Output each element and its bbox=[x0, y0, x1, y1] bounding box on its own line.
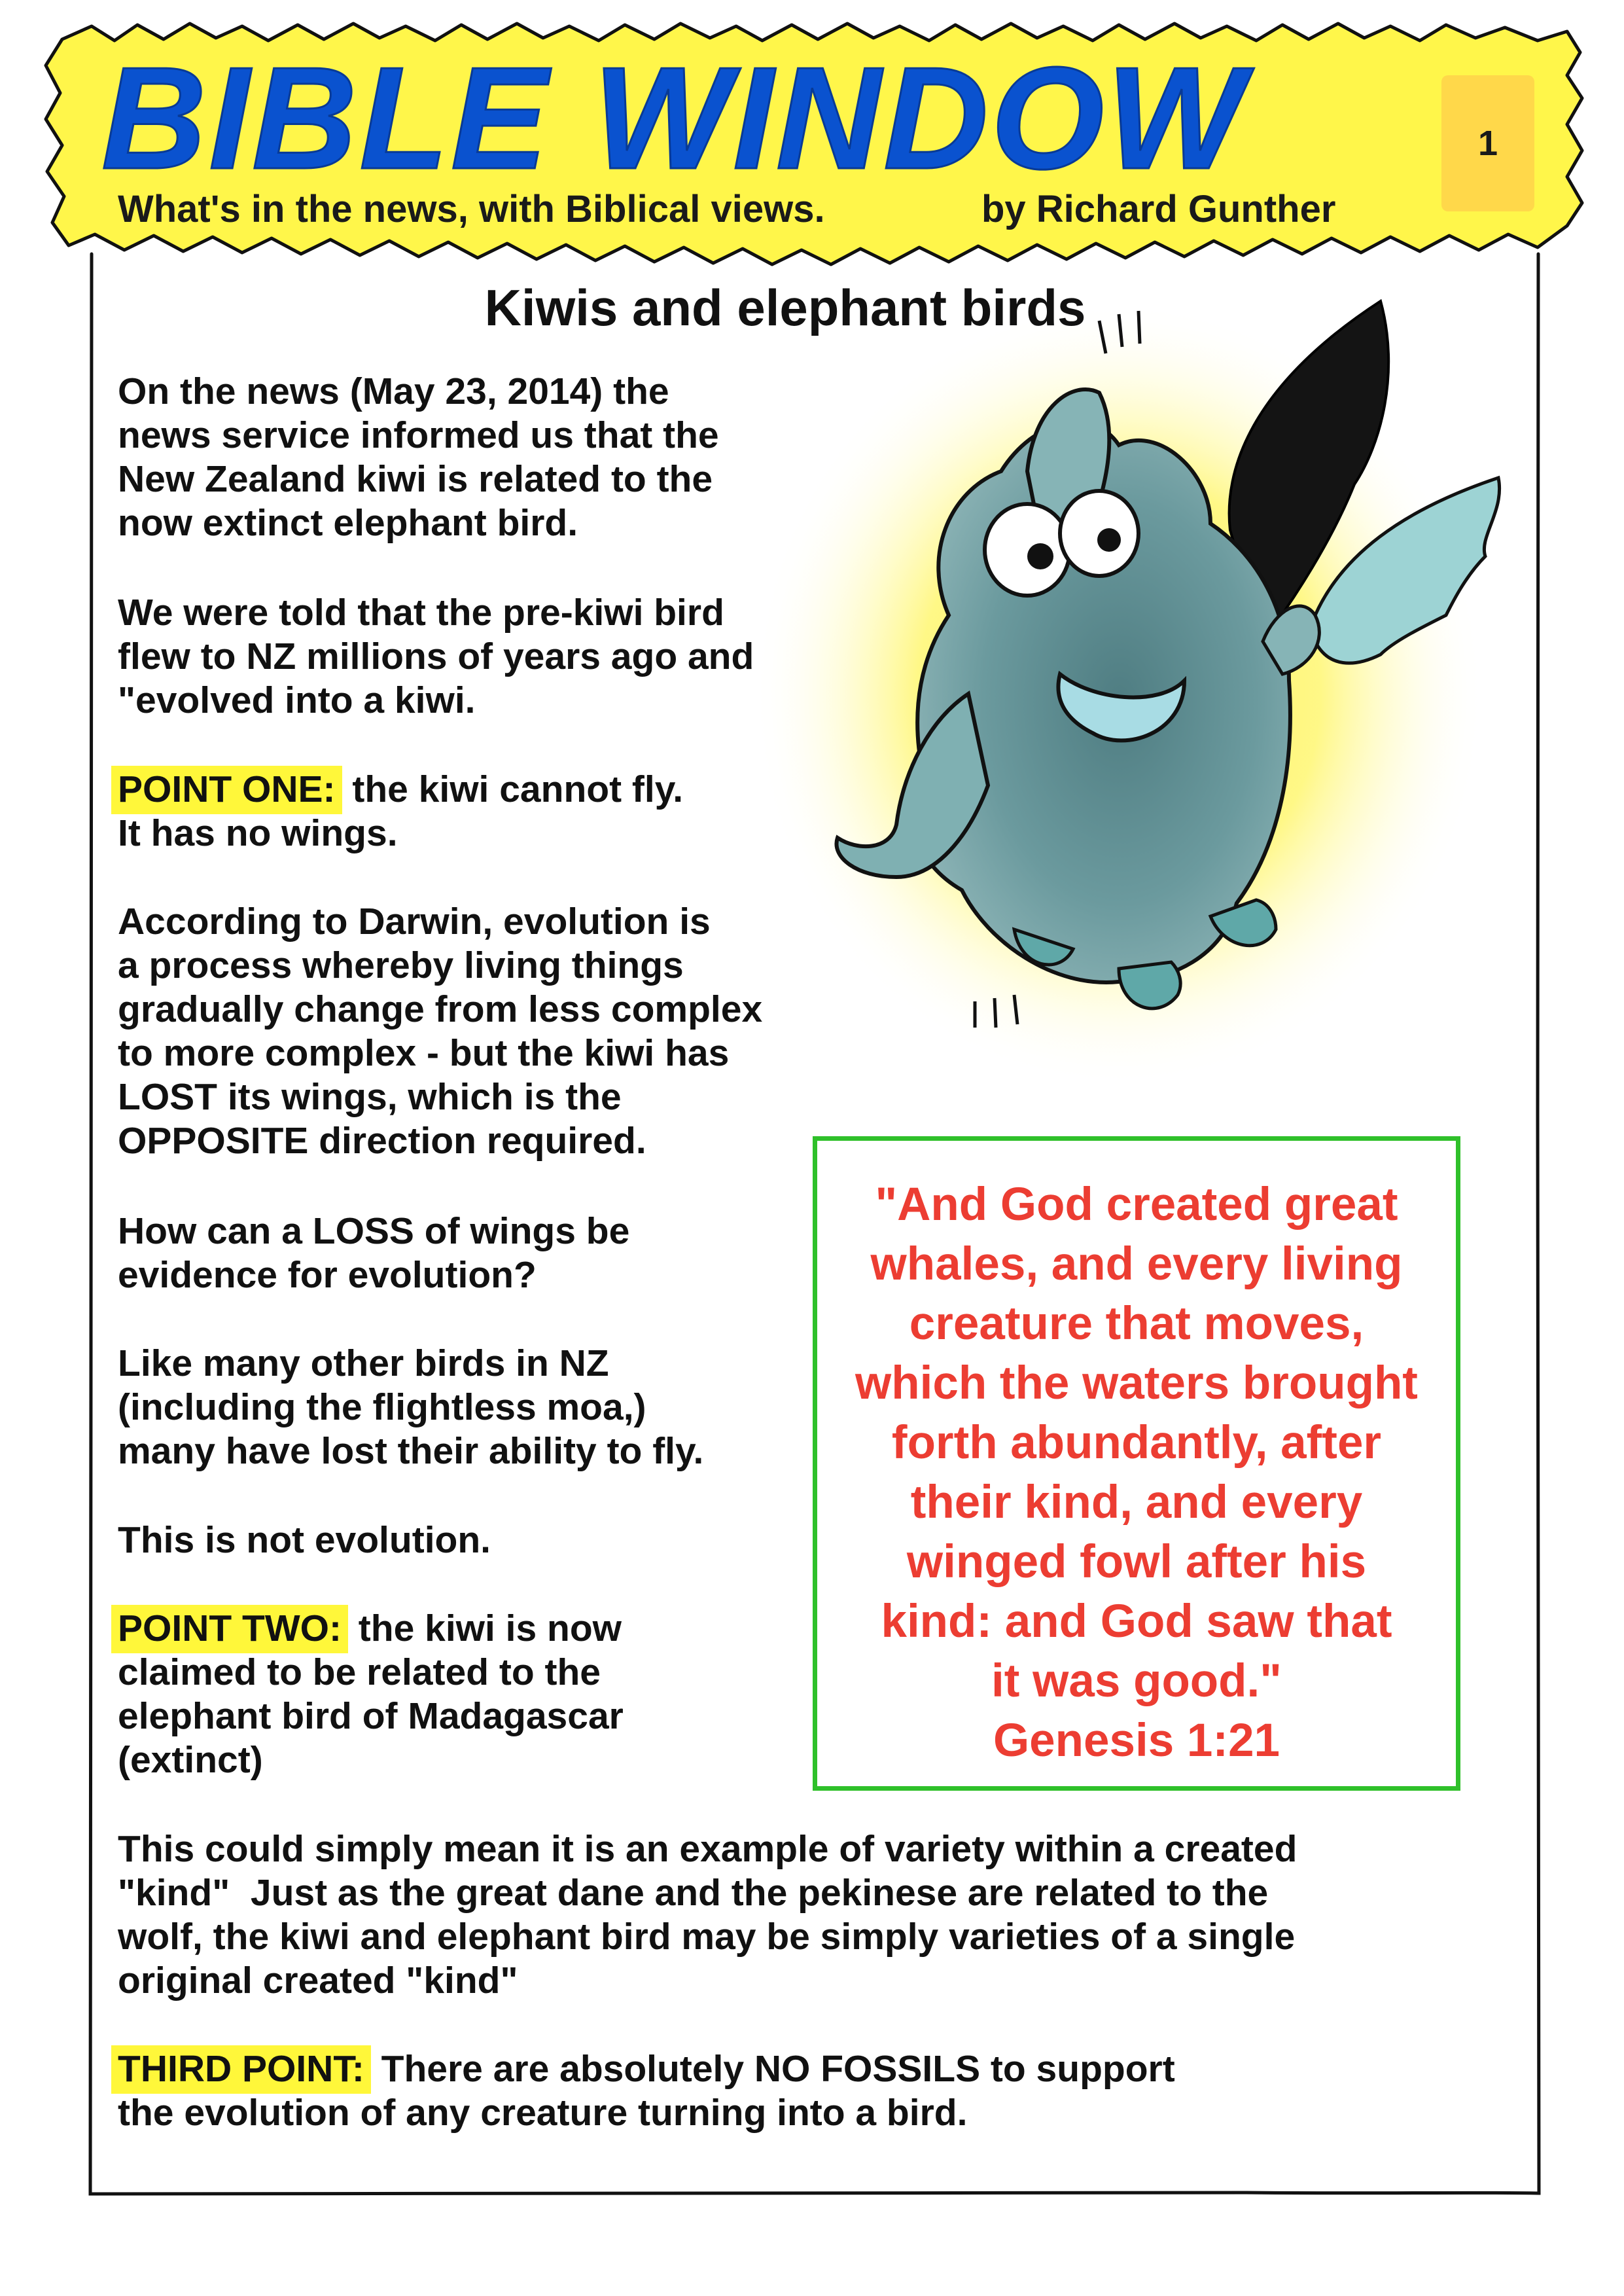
point-one-label: POINT ONE: bbox=[111, 766, 342, 814]
paragraph-variety: This could simply mean it is an example of variety within a created "kind" Just as the great dane and the pekinese are related to the wolf, the kiwi and elephant bird may be simply varieties of a single original created "kind" bbox=[118, 1828, 1297, 2001]
flying-elephant-bird-illustration bbox=[752, 275, 1538, 1113]
paragraph-not-evolution: This is not evolution. bbox=[118, 1519, 491, 1561]
paragraph-loss-question: How can a LOSS of wings be evidence for evolution? bbox=[118, 1210, 630, 1296]
banner-title: BIBLE WINDOW bbox=[101, 37, 1246, 200]
point-two-text: the kiwi is now bbox=[347, 1607, 622, 1649]
article-title bbox=[0, 278, 1570, 338]
scripture-reference: Genesis 1:21 bbox=[993, 1715, 1280, 1767]
scripture-quote-text: "And God created great whales, and every living creature that moves, which the waters brought forth abundantly, after their kind, and every winged fowl after his kind: and God saw that it was good." bbox=[855, 1179, 1418, 1707]
paragraph-nz-birds: Like many other birds in NZ (including the flightless moa,) many have lost their ability to fly. bbox=[118, 1342, 704, 1472]
banner-subtitle: What's in the news, with Biblical views. bbox=[118, 188, 825, 230]
paragraph-intro: On the news (May 23, 2014) the news service informed us that the New Zealand kiwi is related to the now extinct elephant bird. bbox=[118, 370, 719, 544]
page-number: 1 bbox=[1477, 124, 1498, 163]
point-one bbox=[118, 768, 683, 812]
third-point-continuation: the evolution of any creature turning into a bird. bbox=[118, 2092, 968, 2134]
article-title-text: Kiwis and elephant birds bbox=[484, 279, 1086, 336]
paragraph-told: We were told that the pre-kiwi bird flew to NZ millions of years ago and "evolved into a kiwi. bbox=[118, 592, 754, 721]
point-two-continuation: claimed to be related to the elephant bird of Madagascar (extinct) bbox=[118, 1651, 624, 1781]
point-one-continuation: It has no wings. bbox=[118, 812, 398, 854]
point-two bbox=[118, 1607, 622, 1651]
point-one-text: the kiwi cannot fly. bbox=[342, 768, 684, 810]
third-point-label: THIRD POINT: bbox=[111, 2045, 371, 2094]
paragraph-darwin: According to Darwin, evolution is a process whereby living things gradually change from less complex to more complex - but the kiwi has LOST its wings, which is the OPPOSITE direction required. bbox=[118, 901, 763, 1162]
third-point bbox=[118, 2047, 1175, 2091]
banner-author: by Richard Gunther bbox=[981, 188, 1336, 230]
point-two-label: POINT TWO: bbox=[111, 1605, 348, 1653]
third-point-text: There are absolutely NO FOSSILS to support bbox=[370, 2048, 1175, 2090]
